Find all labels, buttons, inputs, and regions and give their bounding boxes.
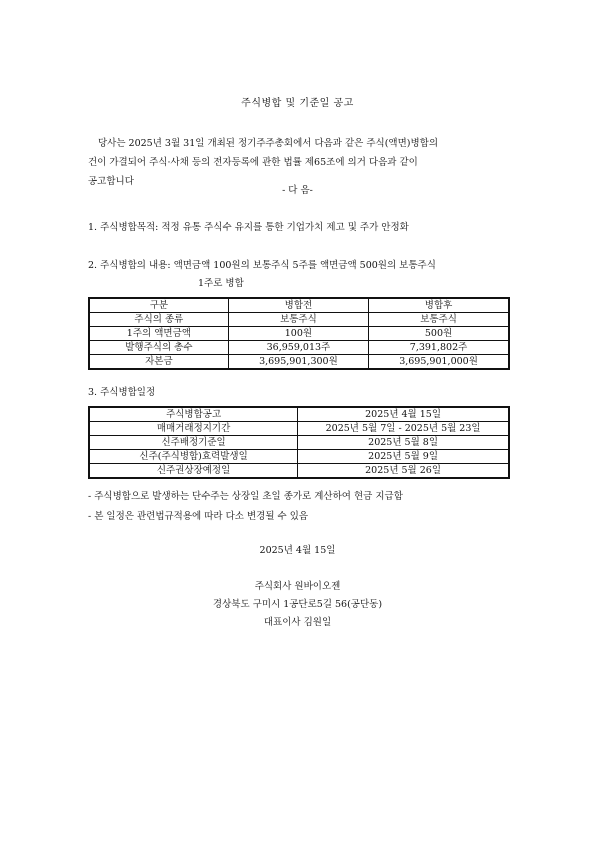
company-address: 경상북도 구미시 1공단로5길 56(공단동) [212,599,383,610]
schedule-row [89,407,509,422]
schedule-row [89,464,509,479]
table-cell: 보통주식 [369,313,509,327]
section-2-content-line-1: 2. 주식병합의 내용: 액면금액 100원의 보통주식 5주를 액면금액 500원의 보통주식 [88,260,436,271]
table-row [89,327,509,341]
notice-date: 2025년 4월 15일 [259,545,336,556]
merger-details-table [88,297,510,370]
schedule-date-cell: 2025년 5월 9일 [298,450,509,464]
table-row [89,341,509,355]
table-header-row [89,298,509,313]
table-header-cell: 병합전 [228,298,368,313]
schedule-label-cell: 주식병합공고 [89,407,298,422]
company-ceo: 대표이사 김원일 [263,617,332,628]
table-cell: 500원 [369,327,509,341]
note-schedule-change: - 본 일정은 관련법규적용에 따라 다소 변경될 수 있음 [88,511,309,522]
company-name: 주식회사 원바이오젠 [254,581,341,592]
intro-line-3: 공고합니다 [88,176,134,187]
table-cell: 100원 [228,327,368,341]
schedule-row [89,450,509,464]
table-cell: 36,959,013주 [228,341,368,355]
table-cell: 보통주식 [228,313,368,327]
document-title: 주식병합 및 기준일 공고 [241,98,354,109]
section-2-content-line-2: 1주로 병합 [198,278,244,289]
section-3-schedule-heading: 3. 주식병합일정 [88,387,156,398]
table-row [89,313,509,327]
intro-line-2: 건이 가결되어 주식·사채 등의 전자등록에 관한 법률 제65조에 의거 다음과 같이 [88,157,418,168]
table-cell: 3,695,901,300원 [228,355,368,370]
table-cell: 자본금 [89,355,228,370]
table-row [89,355,509,370]
intro-paragraph [88,134,510,191]
table-cell: 1주의 액면금액 [89,327,228,341]
merger-schedule-table [88,406,510,479]
table-header-cell: 병합후 [369,298,509,313]
table-cell: 발행주식의 총수 [89,341,228,355]
schedule-date-cell: 2025년 5월 7일 - 2025년 5월 23일 [298,422,509,436]
table-header-cell: 구분 [89,298,228,313]
section-1-purpose: 1. 주식병합목적: 적정 유통 주식수 유지를 통한 기업가치 제고 및 주가 안정화 [88,222,409,233]
schedule-row [89,422,509,436]
schedule-date-cell: 2025년 4월 15일 [298,407,509,422]
schedule-row [89,436,509,450]
schedule-date-cell: 2025년 5월 8일 [298,436,509,450]
separator-text: - 다 음- [282,185,313,196]
table-cell: 3,695,901,000원 [369,355,509,370]
table-cell: 7,391,802주 [369,341,509,355]
schedule-label-cell: 신주권상장예정일 [89,464,298,479]
note-fractional-shares: - 주식병합으로 발생하는 단수주는 상장일 초일 종가로 계산하여 현금 지급함 [88,491,403,502]
table-cell: 주식의 종류 [89,313,228,327]
schedule-label-cell: 신주배정기준일 [89,436,298,450]
schedule-label-cell: 매매거래정지기간 [89,422,298,436]
schedule-date-cell: 2025년 5월 26일 [298,464,509,479]
schedule-label-cell: 신주(주식병합)효력발생일 [89,450,298,464]
intro-line-1: 당사는 2025년 3월 31일 개최된 정기주주총회에서 다음과 같은 주식(액면)병합의 [98,138,439,149]
